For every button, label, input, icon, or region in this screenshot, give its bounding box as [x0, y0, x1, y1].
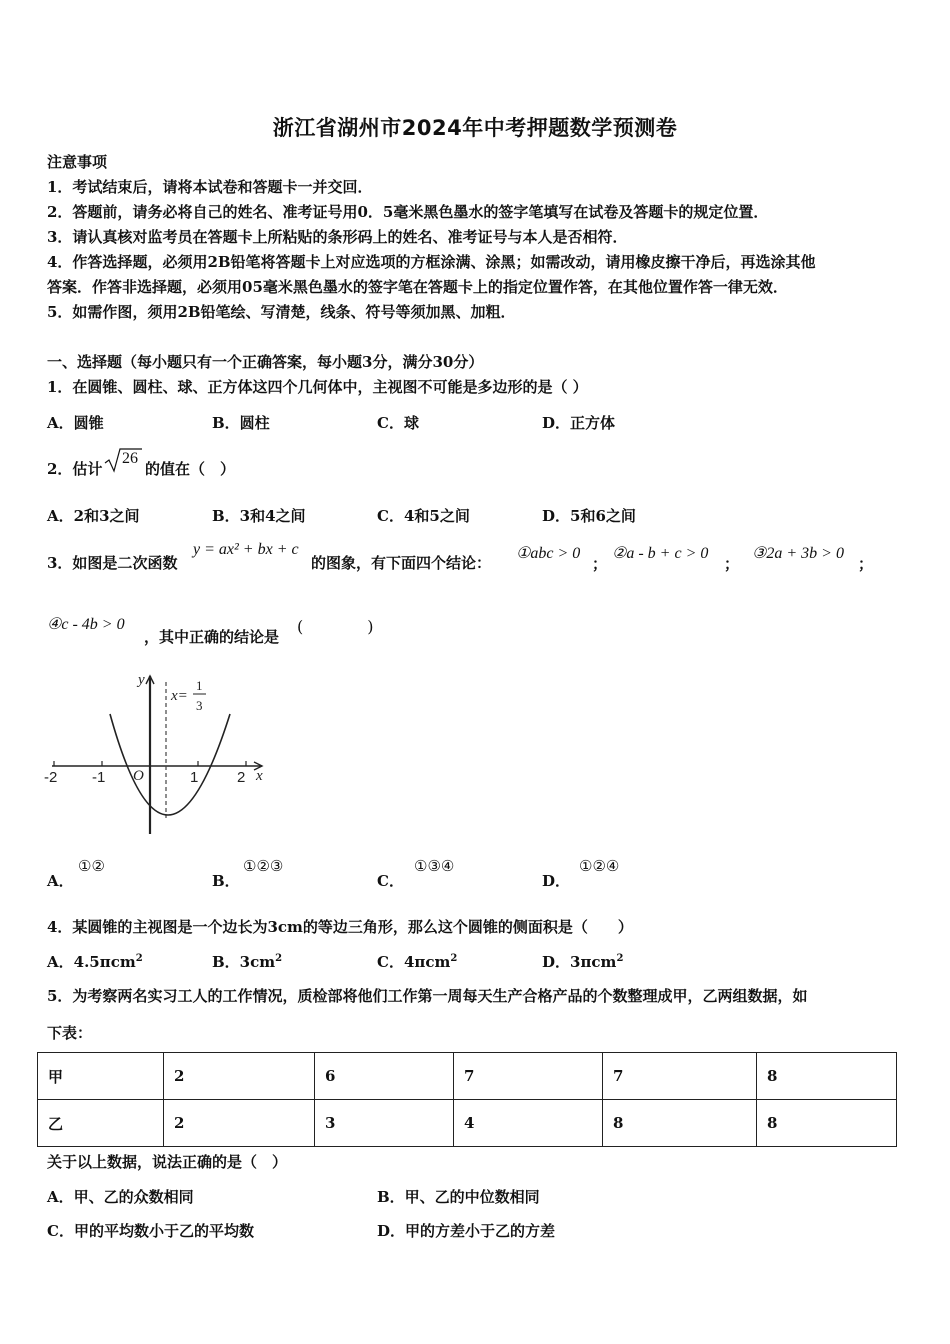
q1-option-c: C．球: [377, 414, 419, 432]
q2-option-a: A．2和3之间: [47, 507, 140, 525]
table-cell: 6: [315, 1053, 454, 1100]
x-axis-label: x: [256, 768, 263, 784]
origin-label: O: [133, 768, 144, 784]
q4-option-d-sup: 2: [616, 953, 624, 964]
q3-option-b-letter: B．: [212, 872, 240, 890]
answer-paren: ( ): [297, 617, 374, 636]
table-cell: 7: [603, 1053, 757, 1100]
table-cell: 8: [757, 1100, 897, 1147]
conclusion-4: ④c - 4b > 0: [47, 616, 125, 633]
conclusion-1: ①abc > 0: [516, 545, 581, 562]
question-2-suffix: 的值在（ ）: [145, 460, 236, 478]
table-cell: 4: [454, 1100, 603, 1147]
q5-option-a: A．甲、乙的众数相同: [47, 1188, 194, 1206]
fraction-numerator: 1: [196, 678, 203, 693]
table-cell: 8: [757, 1053, 897, 1100]
tick-label: -2: [44, 769, 58, 786]
notice-item: 3．请认真核对监考员在答题卡上所粘贴的条形码上的姓名、准考证号与本人是否相符．: [47, 228, 628, 246]
question-1-stem: 1．在圆锥、圆柱、球、正方体这四个几何体中，主视图不可能是多边形的是（ ）: [47, 378, 588, 396]
q3-option-a-value: ①②: [78, 857, 105, 875]
parabola-graph: [40, 668, 270, 843]
q4-option-b-text: B．3cm: [212, 953, 276, 971]
q2-option-c: C．4和5之间: [377, 507, 470, 525]
question-5-stem-line2: 下表：: [47, 1024, 93, 1042]
notice-heading: 注意事项: [47, 153, 108, 171]
q1-option-b: B．圆柱: [212, 414, 270, 432]
q3-option-b-value: ①②③: [243, 857, 284, 875]
table-cell: 甲: [38, 1053, 164, 1100]
q4-option-c-sup: 2: [450, 953, 458, 964]
tick-label: 2: [237, 769, 246, 786]
fraction-denominator: 3: [196, 698, 203, 713]
notice-item: 4．作答选择题，必须用2B铅笔将答题卡上对应选项的方框涂满、涂黑；如需改动，请用橡皮擦干净后，再选涂其他: [47, 253, 816, 271]
q4-option-c: [377, 951, 457, 972]
conclusion-2: ②a - b + c > 0: [612, 545, 709, 562]
question-3-tail: ，其中正确的结论是: [144, 628, 280, 646]
q5-option-c: C．甲的平均数小于乙的平均数: [47, 1222, 254, 1240]
separator: ；: [858, 555, 874, 573]
question-5-question: 关于以上数据，说法正确的是（ ）: [47, 1153, 288, 1171]
question-3-middle: 的图象，有下面四个结论：: [311, 554, 492, 572]
q3-option-a-letter: A．: [47, 872, 74, 890]
q5-option-d: D．甲的方差小于乙的方差: [377, 1222, 556, 1240]
q4-option-d-text: D．3πcm: [542, 953, 617, 971]
q1-option-d: D．正方体: [542, 414, 616, 432]
separator: ；: [724, 555, 740, 573]
q4-option-b: [212, 951, 282, 972]
tick-label: 1: [190, 769, 199, 786]
q4-option-c-text: C．4πcm: [377, 953, 451, 971]
tick-label: -1: [92, 769, 106, 786]
radicand: 26: [122, 450, 138, 467]
q4-option-a: [47, 951, 143, 972]
section-heading: 一、选择题（每小题只有一个正确答案，每小题3分，满分30分）: [47, 353, 484, 371]
q3-option-c-letter: C．: [377, 872, 404, 890]
q3-option-c-value: ①③④: [414, 857, 455, 875]
q4-option-d: [542, 951, 623, 972]
q4-option-a-sup: 2: [135, 953, 143, 964]
q3-option-d-letter: D．: [542, 872, 571, 890]
quadratic-function: y = ax² + bx + c: [193, 541, 299, 558]
notice-item: 答案．作答非选择题，必须用05毫米黑色墨水的签字笔在答题卡上的指定位置作答，在其他位置作答一律无效．: [47, 278, 788, 296]
q5-option-b: B．甲、乙的中位数相同: [377, 1188, 540, 1206]
question-4-stem: 4．某圆锥的主视图是一个边长为3cm的等边三角形，那么这个圆锥的侧面积是（ ）: [47, 918, 633, 936]
q4-option-a-text: A．4.5πcm: [47, 953, 136, 971]
notice-item: 5．如需作图，须用2B铅笔绘、写清楚，线条、符号等须加黑、加粗．: [47, 303, 516, 321]
y-axis-label: y: [138, 672, 145, 688]
notice-item: 1．考试结束后，请将本试卷和答题卡一并交回．: [47, 178, 373, 196]
q4-option-b-sup: 2: [275, 953, 283, 964]
table-cell: 8: [603, 1100, 757, 1147]
page-title: 浙江省湖州市2024年中考押题数学预测卷: [272, 116, 678, 140]
conclusion-3: ③2a + 3b > 0: [752, 545, 844, 562]
table-row: [38, 1053, 897, 1100]
notice-item: 2．答题前，请务必将自己的姓名、准考证号用0．5毫米黑色墨水的签字笔填写在试卷及答题卡的规定位置．: [47, 203, 769, 221]
table-cell: 3: [315, 1100, 454, 1147]
q3-option-d-value: ①②④: [579, 857, 620, 875]
table-cell: 2: [164, 1053, 315, 1100]
table-cell: 7: [454, 1053, 603, 1100]
q2-option-b: B．3和4之间: [212, 507, 306, 525]
question-2-prefix: 2．估计: [47, 460, 103, 478]
question-5-stem-line1: 5．为考察两名实习工人的工作情况，质检部将他们工作第一周每天生产合格产品的个数整理成甲，乙两组数据，如: [47, 987, 808, 1005]
table-cell: 2: [164, 1100, 315, 1147]
table-cell: 乙: [38, 1100, 164, 1147]
data-table: [37, 1052, 897, 1147]
parabola-curve: [110, 714, 230, 815]
table-row: [38, 1100, 897, 1147]
symmetry-label: x=: [171, 688, 188, 704]
q1-option-a: A．圆锥: [47, 414, 104, 432]
question-3-prefix: 3．如图是二次函数: [47, 554, 178, 572]
q2-option-d: D．5和6之间: [542, 507, 636, 525]
separator: ；: [592, 555, 608, 573]
